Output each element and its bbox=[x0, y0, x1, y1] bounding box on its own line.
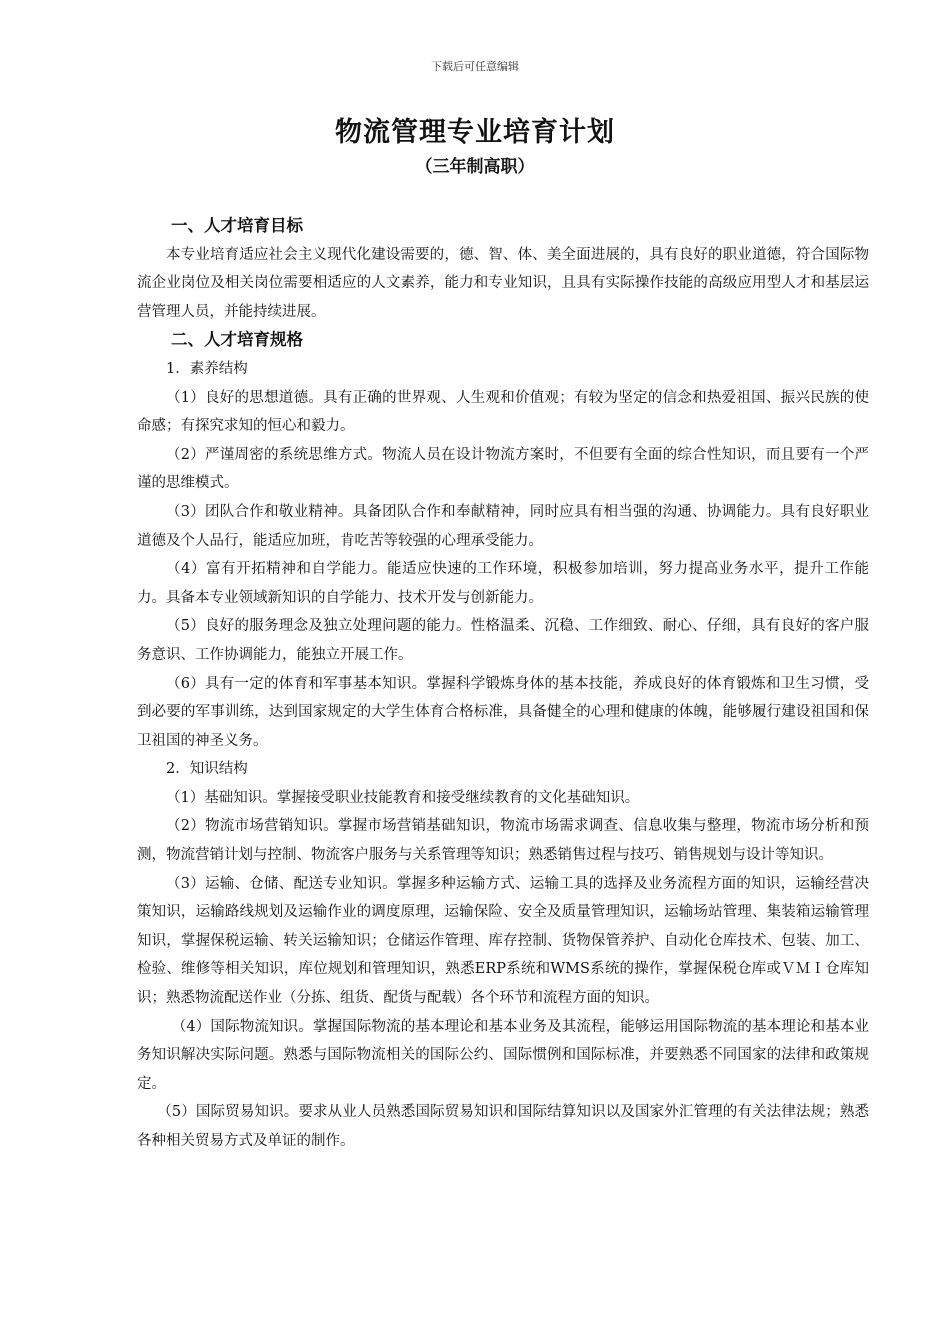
quality-item-5: （5）良好的服务理念及独立处理问题的能力。性格温柔、沉稳、工作细致、耐心、仔细，具有良好的客户服务意识、工作协调能力，能独立开展工作。 bbox=[137, 618, 869, 663]
quality-item-3: （3）团队合作和敬业精神。具备团队合作和奉献精神，同时应具有相当强的沟通、协调能力。具有良好职业道德及个人品行，能适应加班，肯吃苦等较强的心理承受能力。 bbox=[137, 503, 869, 549]
section-heading-goals: 一、人才培育目标 bbox=[171, 216, 303, 235]
section-heading-specs: 二、人才培育规格 bbox=[171, 330, 303, 350]
goals-paragraph: 本专业培育适应社会主义现代化建设需要的，德、智、体、美全面进展的，具有良好的职业道德，符合国际物流企业岗位及相关岗位需要相适应的人文素养，能力和专业知识，且具有实际操作技能的高级应用型人才和基层运营管理人员，并能持续进展。 bbox=[137, 246, 869, 320]
header-note: 下载后可任意编辑 bbox=[431, 60, 519, 73]
subsection-heading-quality: 1．素养结构 bbox=[166, 360, 248, 377]
knowledge-item-3: （3）运输、仓储、配送专业知识。掌握多种运输方式、运输工具的选择及业务流程方面的知识，运输经营决策知识，运输路线规划及运输作业的调度原理，运输保险、安全及质量管理知识，运输场站管理、集装箱运输管理知识，掌握保税运输、转关运输知识；仓储运作管理、库存控制、货物保管养护、自动化仓库技术、包装、加工、检验、维修等相关知识，库位规划和管理知识，熟悉ERP系统和WMS系统的操作，掌握保税仓库或ＶＭＩ仓库知识；熟悉物流配送作业（分拣、组货、配货与配载）各个环节和流程方面的知识。 bbox=[137, 875, 869, 1007]
document-title: 物流管理专业培育计划 bbox=[335, 117, 615, 148]
quality-item-4: （4）富有开拓精神和自学能力。能适应快速的工作环境，积极参加培训，努力提高业务水平，提升工作能力。具备本专业领域新知识的自学能力、技术开发与创新能力。 bbox=[137, 561, 869, 606]
quality-item-1: （1）良好的思想道德。具有正确的世界观、人生观和价值观；有较为坚定的信念和热爱祖国、振兴民族的使命感；有探究求知的恒心和毅力。 bbox=[137, 389, 869, 435]
quality-item-2: （2）严谨周密的系统思维方式。物流人员在设计物流方案时，不但要有全面的综合性知识，而且要有一个严谨的思维模式。 bbox=[137, 446, 869, 492]
knowledge-item-2: （2）物流市场营销知识。掌握市场营销基础知识，物流市场需求调查、信息收集与整理，物流市场分析和预测，物流营销计划与控制、物流客户服务与关系管理等知识；熟悉销售过程与技巧、销售规划与设计等知识。 bbox=[137, 818, 869, 864]
document-subtitle: （三年制高职） bbox=[415, 157, 535, 177]
quality-item-6: （6）具有一定的体育和军事基本知识。掌握科学锻炼身体的基本技能，养成良好的体育锻炼和卫生习惯，受到必要的军事训练，达到国家规定的大学生体育合格标准，具备健全的心理和健康的体魄，能够履行建设祖国和保卫祖国的神圣义务。 bbox=[137, 675, 869, 749]
knowledge-item-4: （4）国际物流知识。掌握国际物流的基本理论和基本业务及其流程，能够运用国际物流的基本理论和基本业务知识解决实际问题。熟悉与国际物流相关的国际公约、国际惯例和国际标准，并要熟悉不同国家的法律和政策规定。 bbox=[137, 1018, 869, 1092]
subsection-heading-knowledge: 2．知识结构 bbox=[166, 761, 248, 778]
knowledge-item-5: （5）国际贸易知识。要求从业人员熟悉国际贸易知识和国际结算知识以及国家外汇管理的有关法律法规；熟悉各种相关贸易方式及单证的制作。 bbox=[137, 1104, 869, 1149]
knowledge-item-1: （1）基础知识。掌握接受职业技能教育和接受继续教育的文化基础知识。 bbox=[166, 789, 640, 806]
document-body bbox=[137, 212, 869, 1156]
